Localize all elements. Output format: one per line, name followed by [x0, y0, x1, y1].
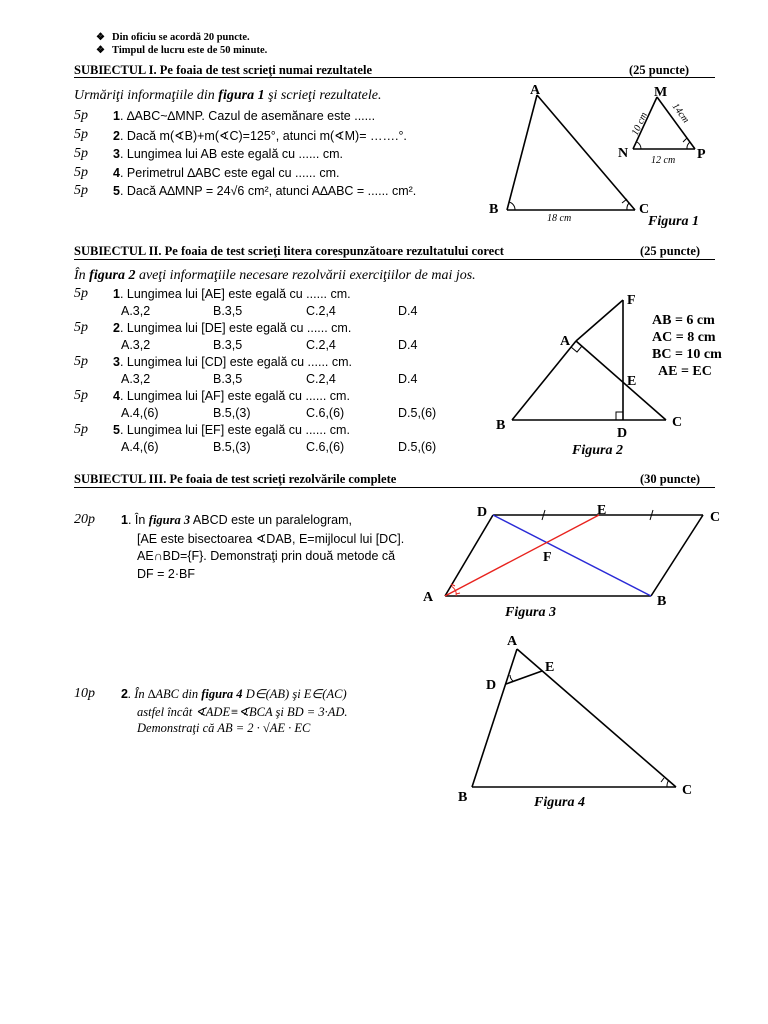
fig1-len-bc: 18 cm	[547, 213, 572, 224]
fig1-side-ab	[507, 95, 537, 210]
s3-p2-points: 10p	[74, 686, 95, 701]
fig3-label-c: C	[710, 510, 720, 525]
q-text: . Perimetrul ∆ABC este egal cu ...... cm.	[119, 166, 340, 180]
section2-title: SUBIECTUL II. Pe foaia de test scrieţi litera corespunzătoare rezultatului corect	[74, 244, 504, 258]
s2-q1-option-b: B.3,5	[213, 304, 243, 318]
fig3-label-f: F	[543, 550, 552, 565]
s1-q4	[113, 166, 339, 180]
q-number: 1	[113, 109, 120, 123]
s1-q1-points: 5p	[74, 108, 88, 123]
fig1-label-p: P	[697, 147, 706, 162]
q-text: . Lungimea lui [CD] este egală cu ...... cm.	[119, 355, 353, 369]
fig2-segment-af	[576, 300, 623, 341]
q-number: 4	[113, 166, 120, 180]
s3-p1-line3: AE∩BD={F}. Demonstraţi prin două metode că	[137, 549, 396, 563]
fig4-label-b: B	[458, 790, 468, 805]
section3-title: SUBIECTUL III. Pe foaia de test scrieţi rezolvările complete	[74, 472, 397, 486]
figure2-caption: Figura 2	[572, 443, 623, 458]
section1-title: SUBIECTUL I. Pe foaia de test scrieţi numai rezultatele	[74, 63, 372, 77]
s2-q2	[113, 321, 351, 335]
q-number: 2	[121, 687, 128, 701]
fig2-given-ae-ec: AE = EC	[658, 364, 712, 379]
s2-q5-option-c: C.6,(6)	[306, 440, 345, 454]
s1-q3	[113, 147, 343, 161]
s2-q4-option-b: B.5,(3)	[213, 406, 251, 420]
section1-intro	[74, 88, 382, 104]
s2-q4-option-c: C.6,(6)	[306, 406, 345, 420]
fig1-angle-p-mark	[687, 142, 690, 149]
intro-figure-ref: figura 1	[218, 88, 265, 103]
s3-p1-line1	[121, 513, 352, 528]
fig1-label-c: C	[639, 202, 650, 217]
q-number: 2	[113, 321, 120, 335]
s1-q3-points: 5p	[74, 146, 88, 161]
q-number: 2	[113, 129, 120, 143]
q-text: . Dacă m(∢B)+m(∢C)=125°, atunci m(∢M)= …….°.	[119, 129, 407, 143]
figure1-caption: Figura 1	[648, 214, 699, 229]
bullet-text: Din oficiu se acordă 20 puncte.	[112, 32, 250, 43]
s2-q1-option-a: A.3,2	[121, 304, 151, 318]
s2-q5-points: 5p	[74, 422, 88, 437]
section2-divider	[74, 259, 715, 260]
fig4-angle-d-mark	[510, 675, 513, 681]
fig1-len-np: 12 cm	[651, 155, 676, 166]
figure3-caption: Figura 3	[505, 605, 556, 620]
q-text: . Lungimea lui [AF] este egală cu ...... cm.	[119, 389, 350, 403]
s2-q4-option-a: A.4,(6)	[121, 406, 159, 420]
fig4-label-a: A	[507, 634, 518, 649]
fig2-right-angle-d	[616, 412, 623, 420]
q-text: . Lungimea lui [DE] este egală cu ...... cm.	[119, 321, 352, 335]
s2-q5-option-b: B.5,(3)	[213, 440, 251, 454]
fig3-label-a: A	[423, 590, 434, 605]
fig2-label-f: F	[627, 293, 636, 308]
s2-q3-points: 5p	[74, 354, 88, 369]
s2-q2-points: 5p	[74, 320, 88, 335]
fig1-len-mn: 10 cm	[629, 110, 650, 138]
q-text: . În	[127, 513, 149, 527]
q-text: . Lungimea lui AB este egală cu ...... cm.	[119, 147, 343, 161]
section1-points: (25 puncte)	[629, 63, 690, 77]
fig1-label-b: B	[489, 202, 499, 217]
q-text: . Dacă A∆MNP = 24√6 cm², atunci A∆ABC = ...... cm².	[119, 184, 417, 198]
s2-q3-option-b: B.3,5	[213, 372, 243, 386]
q-text: . ∆ABC~∆MNP. Cazul de asemănare este ......	[119, 109, 376, 123]
q-number: 5	[113, 184, 120, 198]
s3-p2-line2: astfel încât ∢ADE≡∢BCA şi BD = 3·AD.	[137, 705, 348, 719]
s2-q3-option-d: D.4	[398, 372, 418, 386]
fig3-diagonal-bd	[493, 515, 651, 596]
fig2-label-b: B	[496, 418, 506, 433]
section2-points: (25 puncte)	[640, 244, 701, 258]
q-number: 3	[113, 355, 120, 369]
fig4-angle-c-tick	[661, 778, 664, 782]
s3-p1-line2: [AE este bisectoarea ∢DAB, E=mijlocul lui [DC].	[137, 532, 405, 546]
fig2-label-c: C	[672, 415, 683, 430]
fig3-label-e: E	[597, 503, 607, 518]
fig1-angle-c-tick	[622, 199, 627, 203]
fig1-label-n: N	[618, 146, 629, 161]
intro-text: şi scrieţi rezultatele.	[264, 88, 382, 103]
q-text: D∈(AB) şi E∈(AC)	[242, 687, 347, 701]
s2-q4	[113, 389, 350, 403]
fig3-side-bc	[651, 515, 703, 596]
fig3-label-b: B	[657, 594, 667, 609]
fig4-label-e: E	[545, 660, 555, 675]
fig1-angle-n-mark	[637, 142, 641, 149]
s1-q5-points: 5p	[74, 183, 88, 198]
fig2-right-angle-a	[571, 346, 582, 352]
s3-p2-line3: Demonstraţi că AB = 2 · √AE · EC	[137, 721, 311, 735]
s2-q4-points: 5p	[74, 388, 88, 403]
intro-text: aveţi informaţiile necesare rezolvării exerciţiilor de mai jos.	[135, 268, 476, 283]
s2-q2-option-b: B.3,5	[213, 338, 243, 352]
fig4-side-ab	[472, 649, 517, 787]
fig2-given-ab: AB = 6 cm	[652, 313, 715, 328]
fig2-side-ba	[512, 341, 576, 420]
s2-q2-option-a: A.3,2	[121, 338, 151, 352]
fig4-angle-c-mark	[667, 780, 669, 787]
fig1-label-a: A	[530, 83, 541, 98]
section3-points: (30 puncte)	[640, 472, 701, 486]
q-text: . În ∆ABC din	[127, 687, 202, 701]
fig2-given-bc: BC = 10 cm	[652, 347, 722, 362]
fig4-side-ac	[517, 649, 676, 787]
intro-text: În	[74, 268, 90, 283]
figure4-diagram	[450, 625, 710, 820]
s3-p2-line1	[121, 686, 347, 702]
diamond-bullet-icon: ❖	[96, 45, 105, 56]
s2-q1-option-c: C.2,4	[306, 304, 336, 318]
s2-q2-option-d: D.4	[398, 338, 418, 352]
q-number: 1	[113, 287, 120, 301]
s2-q3	[113, 355, 352, 369]
figure4-caption: Figura 4	[534, 795, 585, 810]
q-number: 5	[113, 423, 120, 437]
q-text: ABCD este un paralelogram,	[190, 513, 353, 527]
q-figure-ref: figura 4	[201, 687, 243, 701]
diamond-bullet-icon: ❖	[96, 32, 105, 43]
q-text: . Lungimea lui [EF] este egală cu ...... cm.	[119, 423, 350, 437]
s2-q1-points: 5p	[74, 286, 88, 301]
fig4-segment-de	[506, 671, 542, 684]
fig2-label-d: D	[617, 426, 628, 441]
fig1-angle-p-tick	[683, 138, 687, 142]
intro-text: Urmăriţi informaţiile din	[74, 88, 219, 103]
s1-q5	[113, 184, 416, 198]
q-text: . Lungimea lui [AE] este egală cu ...... cm.	[119, 287, 351, 301]
q-number: 4	[113, 389, 120, 403]
s2-q3-option-c: C.2,4	[306, 372, 336, 386]
intro-figure-ref: figura 2	[89, 268, 136, 283]
section2-intro	[74, 268, 476, 284]
fig1-label-m: M	[654, 85, 668, 100]
fig4-label-d: D	[486, 678, 497, 693]
s1-q2-points: 5p	[74, 127, 88, 142]
s2-q5	[113, 423, 350, 437]
s3-p1-points: 20p	[74, 512, 95, 527]
s1-q4-points: 5p	[74, 165, 88, 180]
s2-q2-option-c: C.2,4	[306, 338, 336, 352]
fig2-given-ac: AC = 8 cm	[652, 330, 716, 345]
fig1-angle-c-mark	[627, 203, 629, 210]
section3-divider	[74, 487, 715, 488]
q-figure-ref: figura 3	[148, 513, 191, 527]
s2-q3-option-a: A.3,2	[121, 372, 151, 386]
s2-q1	[113, 287, 351, 301]
s2-q5-option-d: D.5,(6)	[398, 440, 437, 454]
s3-p1-line4: DF = 2·BF	[137, 567, 195, 581]
q-number: 1	[121, 513, 128, 527]
s2-q1-option-d: D.4	[398, 304, 418, 318]
fig1-len-mp: 14cm	[669, 101, 692, 126]
bullet-text: Timpul de lucru este de 50 minute.	[112, 45, 268, 56]
intro-bullet-1	[96, 32, 250, 43]
s1-q1	[113, 109, 375, 123]
s2-q4-option-d: D.5,(6)	[398, 406, 437, 420]
intro-bullet-2	[96, 45, 267, 56]
fig1-angle-b-mark	[509, 202, 515, 210]
fig4-label-c: C	[682, 783, 693, 798]
figure3-diagram	[415, 498, 720, 628]
q-number: 3	[113, 147, 120, 161]
s1-q2	[113, 128, 407, 143]
fig3-label-d: D	[477, 505, 488, 520]
s2-q5-option-a: A.4,(6)	[121, 440, 159, 454]
fig2-label-a: A	[560, 334, 571, 349]
fig2-label-e: E	[627, 374, 637, 389]
section1-divider	[74, 77, 715, 78]
